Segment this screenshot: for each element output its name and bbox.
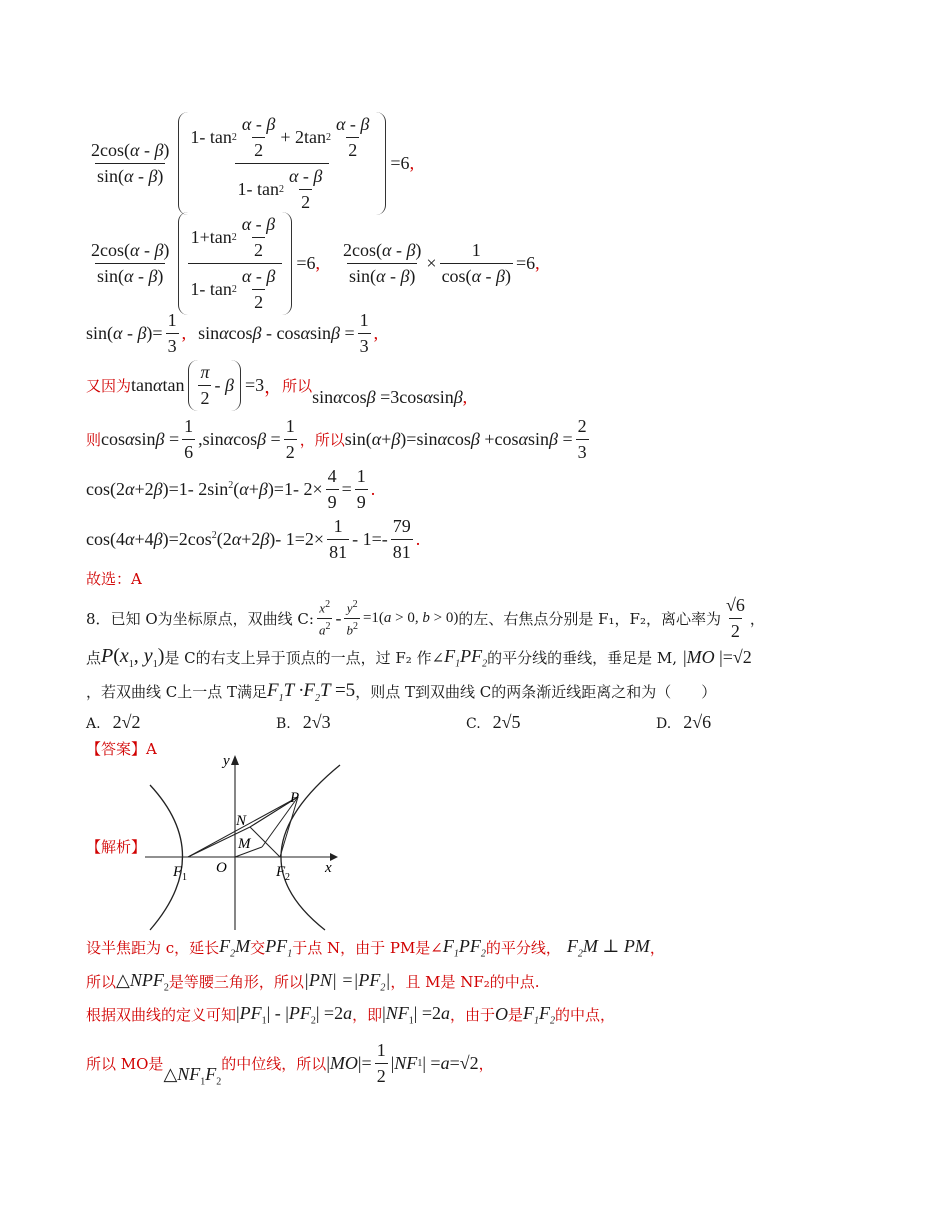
choose-text: 故选：A [86,570,142,588]
options-row [86,712,846,733]
question-stem-2a: 点 [86,649,102,667]
question-stem-1: 已知 O为坐标原点，双曲线 C: [110,610,314,628]
equation-line-2: $\frac{2\cos(\alpha - \beta)}{\sin(\alpha - \beta)}$ 1+tan 2 $\frac{\alpha - \beta}{2}$ 1- tan 2 $\frac{\alpha - \beta}{2}$ =6 , $\frac{2\cos(\alpha - \beta)}{\sin(\alpha - \beta)}$ × $\frac{1}{\cos(\alpha - \beta)}$ =6 , [86,212,540,315]
hyperbola-figure [140,745,350,935]
label-f2-sub: 2 [285,872,290,883]
then-text: 则 [86,433,102,449]
equation-line-4: 又因为 tanαtan $\frac{\pi}{2}$ - β =3 ， 所以 sinαcosβ =3cosαsinβ, [86,360,467,411]
analysis-line-3: 根据双曲线的定义可知 $|PF_1| - |PF_2| =2a$ ，即 $|NF_1| =2a$ ，由于 O 是 $F_1F_2$ 的中点， [86,1003,616,1027]
question-number: 8 [86,609,96,628]
analysis-line-1: 设半焦距为 c，延长 $F_2M$ 交 $PF_1$ 于点 N，由于 PM是∠ $F_1PF_2$ 的平分线， $F_2M$ ⊥ PM ， [86,936,665,960]
equation-line-7: $\cos(4\alpha+4\beta)=2\cos^2(2\alpha+2\beta)-$ 1=2× $\frac{1}{81}$ - 1=- $\frac{79}{81}$ . [86,516,421,562]
lead-in-text: 又因为 [86,379,132,395]
option-b[interactable]: B. 2√3 [276,712,331,732]
question-8-line-2: 点 $P(x_1$, $y_1$) 是 C的右支上异于顶点的一点，过 F₂ 作∠ $F_1PF_2$ 的平分线的垂线，垂足是 M, |MO |=√2 [86,645,752,670]
analysis-line-2: 所以 $\triangle NPF_2$ 是等腰三角形，所以 $|PN| =|PF_2|$ ，且 M是 NF₂的中点. [86,970,540,994]
therefore-text: 所以 [282,379,313,395]
analysis-line-4: 所以 MO是 $\triangle NF_1F_2$ 的中位线，所以 | MO |= $\frac{1}{2}$ | NF 1 | = a =√2 ， [86,1040,494,1088]
label-f2: F [276,864,286,880]
label-n: N [236,813,247,829]
label-p: P [290,790,300,806]
fraction: $\frac{2\cos(\alpha - \beta)}{\sin(\alpha - \beta)}$ [91,140,170,186]
equation-line-1: $\frac{2\cos(\alpha - \beta)}{\sin(\alpha - \beta)}$ 1- tan 2 $\frac{\alpha - \beta}{2}$ + 2tan 2 $\frac{\alpha - \beta}{2}$ 1- tan 2 $\frac{\alpha - \beta}{2}$ =6 , [86,112,414,215]
question-stem-2c: 的平分线的垂线，垂足是 M, [487,649,678,667]
parenthesized-fraction: 1- tan 2 $\frac{\alpha - \beta}{2}$ + 2tan 2 $\frac{\alpha - \beta}{2}$ 1- tan 2 $\frac{\alpha - \beta}{2}$ [178,112,386,215]
equation-line-6: cos(2α+2β)=1- $2\sin^2(\alpha+\beta)=1-$ 2× $\frac{4}{9}$ = $\frac{1}{9}$ . [86,466,376,512]
question-stem-3a: ，若双曲线 C上一点 T满足 [86,683,268,702]
label-f1: F [173,864,183,880]
option-a[interactable]: A. 2√2 [86,712,141,732]
equation-line-5: 则 cosαsinβ = $\frac{1}{6}$ ,sinαcosβ = $\frac{1}{2}$ ，所以 sin(α+β)=sinαcosβ +cosαsinβ = $\frac{2}{3}$ [86,416,587,462]
label-x: x [325,860,332,876]
analysis-label: 【解析】 [86,838,147,856]
question-stem-3b: ，则点 T到双曲线 C的两条渐近线距离之和为（ ） [355,683,717,702]
question-stem-2b: 是 C的右支上异于顶点的一点，过 F₂ 作∠ [164,649,445,667]
question-8-line-3: ，若双曲线 C上一点 T满足 $F_1T \cdot F_2T =5$ ，则点 T到双曲线 C的两条渐近线距离之和为（ ） [86,680,717,704]
label-f1-sub: 1 [182,872,187,883]
label-m: M [238,836,251,852]
option-c[interactable]: C. 2√5 [466,712,521,732]
answer-label: 【答案】A [86,740,157,758]
label-o: O [216,860,227,876]
label-y: y [223,753,230,769]
question-8-line-1: 8 ． 已知 O为坐标原点，双曲线 C: $\frac{x^2}{a^2}$ - $\frac{y^2}{b^2}$ =1(a > 0, b > 0) 的左、右焦点分别是 F₁，F₂，离心率为 $\frac{√6}{2}$ ， [86,595,765,641]
choose-answer [86,568,142,589]
equation-line-3: sin(α - β)= $\frac{1}{3}$ , sinαcosβ - cosαsinβ = $\frac{1}{3}$ , [86,310,379,356]
option-d[interactable]: D. 2√6 [656,712,712,732]
question-stem-1b: 的左、右焦点分别是 F₁，F₂，离心率为 [458,610,721,628]
